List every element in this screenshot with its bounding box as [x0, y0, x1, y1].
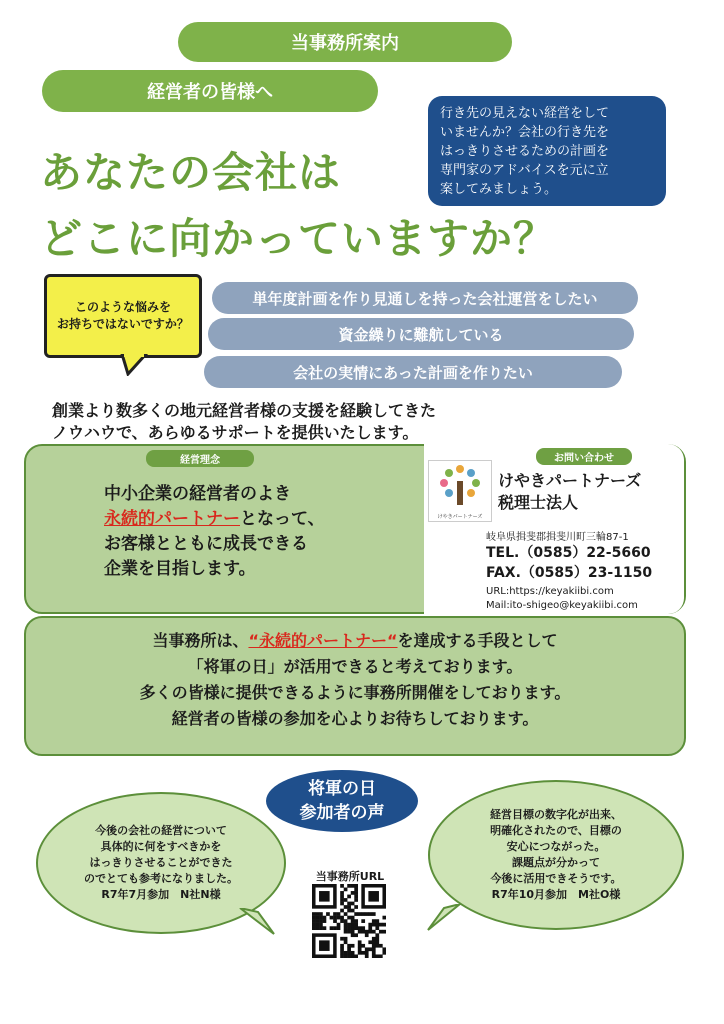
qr-label: 当事務所URL: [315, 870, 385, 883]
address: 岐阜県揖斐郡揖斐川町三輪87-1: [486, 532, 629, 543]
voice-left-line: のでとても参考になりました。: [84, 872, 238, 885]
voices-title-bubble: [266, 770, 418, 832]
callout-line2: お持ちではないですか？: [57, 317, 189, 331]
intro-line: はっきりさせるための計画を: [440, 144, 610, 159]
concern-text: 資金繰りに難航している: [338, 325, 504, 344]
headline-line2: どこに向かっていますか？: [40, 214, 557, 263]
concern-pill: [204, 356, 622, 388]
intro-box: [428, 96, 666, 206]
voice-bubble-right: [428, 780, 684, 930]
callout-line1: このような悩みを: [74, 300, 171, 314]
intro-line: いませんか？会社の行き先を: [440, 125, 610, 140]
concern-text: 単年度計画を作り見通しを持った会社運営をしたい: [252, 289, 598, 308]
voices-title1: 将軍の日: [308, 779, 376, 799]
phone-fax: [486, 543, 652, 583]
voice-right-line: 安心につながった。: [506, 840, 606, 853]
message-l1-post: を達成する手段として: [397, 631, 558, 650]
bubble-tail-left: [238, 908, 278, 938]
philosophy-line1: 中小企業の経営者のよき: [104, 484, 291, 504]
headline-line1: あなたの会社は: [40, 148, 342, 197]
voice-left-line: 具体的に何をすべきかを: [100, 840, 222, 853]
qr-code-icon[interactable]: [312, 884, 386, 958]
web-mail: [486, 585, 638, 613]
website-link[interactable]: URL:https://keyakiibi.com: [486, 586, 614, 597]
concern-text: 会社の実情にあった計画を作りたい: [293, 363, 533, 382]
voice-right-line: 明確化されたので、目標の: [490, 824, 622, 837]
email-link[interactable]: Mail:ito-shigeo@keyakiibi.com: [486, 600, 638, 611]
office-guide-banner: [178, 22, 512, 62]
message-l1-pre: 当事務所は、: [152, 631, 249, 650]
philosophy-text: [104, 482, 325, 582]
firm-name-line2: 税理士法人: [498, 493, 579, 512]
philosophy-tag-label: 経営理念: [180, 455, 220, 466]
contact-tag-label: お問い合わせ: [554, 453, 614, 464]
message-line1: [24, 628, 686, 654]
concern-pill: [212, 282, 638, 314]
philosophy-line4: 企業を目指します。: [104, 559, 256, 579]
concerns-callout: [44, 274, 202, 358]
tel: TEL.（0585）22-5660: [486, 545, 651, 561]
voice-right-line: 課題点が分かって: [512, 856, 600, 869]
to-owners-label: 経営者の皆様へ: [147, 82, 273, 103]
fax: FAX.（0585）23-1150: [486, 565, 653, 581]
support-line1: 創業より数多くの地元経営者様の支援を経験してきた: [52, 401, 437, 420]
message-line2: 「将軍の日」が活用できると考えております。: [187, 657, 523, 676]
intro-line: 専門家のアドバイスを元に立: [440, 163, 609, 178]
concern-pill: [208, 318, 634, 350]
voice-left-line: はっきりさせることができた: [89, 856, 233, 869]
message-text: [24, 628, 686, 732]
eternal-partner-highlight: 永続的パートナー: [104, 509, 240, 529]
contact-tag: [536, 448, 632, 465]
intro-line: 行き先の見えない経営をして: [440, 106, 610, 121]
support-text: [52, 400, 436, 444]
to-owners-banner: [42, 70, 378, 112]
keyaki-logo: [428, 460, 492, 522]
office-guide-label: 当事務所案内: [291, 33, 399, 54]
logo-text: けやきパートナーズ: [437, 514, 483, 520]
voice-left-line: 今後の会社の経営について: [95, 824, 227, 837]
firm-name-line1: けやきパートナーズ: [498, 471, 642, 490]
message-line4: 経営者の皆様の参加を心よりお待ちしております。: [171, 709, 539, 728]
philosophy-line2: [104, 507, 325, 532]
voice-right-line: 今後に活用できそうです。: [490, 872, 622, 885]
philosophy-tag: [146, 450, 254, 467]
voices-title2: 参加者の声: [299, 803, 385, 823]
philosophy-line3: お客様とともに成長できる: [104, 534, 308, 554]
message-highlight: “永続的パートナー“: [248, 631, 398, 650]
voice-right-line: R7年10月参加 M社O様: [491, 888, 621, 901]
message-line3: 多くの皆様に提供できるように事務所開催をしております。: [139, 683, 571, 702]
voice-right-line: 経営目標の数字化が出来、: [490, 808, 622, 821]
callout-tail: [120, 354, 150, 376]
tree-icon: [429, 461, 491, 509]
intro-line: 案してみましょう。: [440, 182, 558, 197]
philosophy-line2-rest: となって、: [240, 509, 325, 529]
support-line2: ノウハウで、あらゆるサポートを提供いたします。: [52, 423, 419, 442]
voice-left-line: R7年7月参加 N社N様: [101, 888, 221, 901]
firm-name: [498, 470, 641, 514]
bubble-tail-right: [424, 904, 464, 934]
